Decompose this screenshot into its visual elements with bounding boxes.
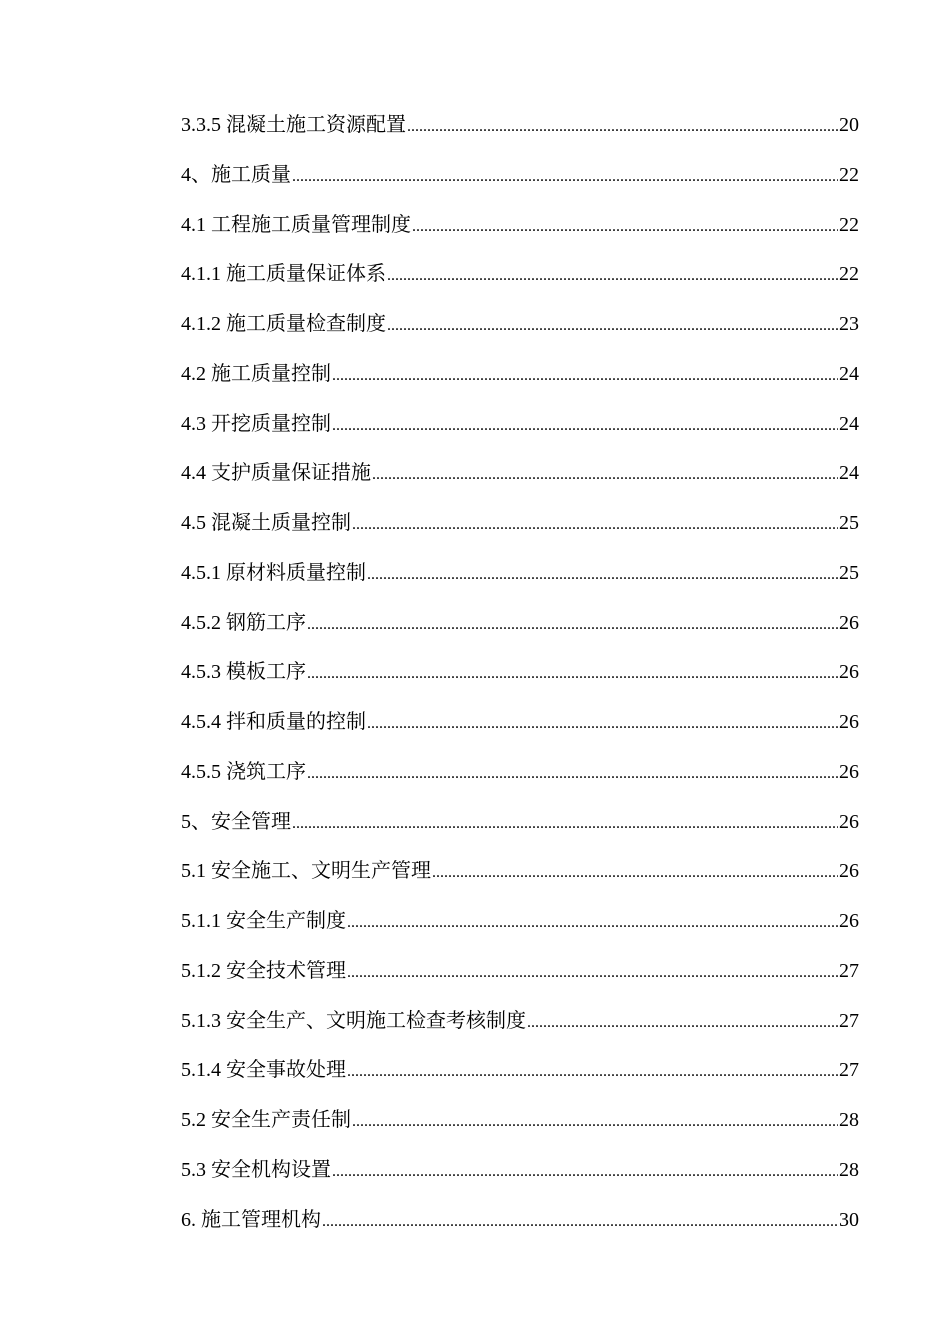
toc-dot-leader: [352, 509, 838, 541]
toc-entry-page-number: 22: [839, 213, 859, 236]
toc-entry-page-number: 28: [839, 1109, 859, 1131]
toc-entry-page-number: 26: [839, 760, 859, 783]
table-of-contents: [181, 109, 859, 1253]
toc-entry-title: 5.1.1 安全生产制度: [181, 910, 346, 932]
toc-entry-page-number: 23: [839, 313, 859, 335]
toc-entry-page-number: 22: [839, 263, 859, 286]
toc-entry-title: 4.1.1 施工质量保证体系: [181, 263, 386, 286]
toc-dot-leader: [347, 1056, 838, 1088]
toc-entry[interactable]: [181, 457, 859, 507]
toc-dot-leader: [367, 559, 838, 591]
toc-entry-page-number: 26: [839, 810, 859, 833]
toc-dot-leader: [347, 907, 838, 939]
toc-entry-page-number: 27: [839, 1059, 859, 1082]
toc-entry[interactable]: [181, 706, 859, 756]
toc-dot-leader: [307, 658, 838, 690]
toc-entry-page-number: 26: [839, 611, 859, 634]
toc-entry-title: 6. 施工管理机构: [181, 1208, 321, 1231]
toc-entry[interactable]: [181, 955, 859, 1005]
toc-dot-leader: [292, 808, 838, 840]
toc-entry[interactable]: [181, 209, 859, 259]
toc-entry[interactable]: [181, 1204, 859, 1254]
toc-dot-leader: [372, 459, 838, 491]
toc-entry-title: 5.2 安全生产责任制: [181, 1109, 351, 1131]
toc-entry-title: 5.1 安全施工、文明生产管理: [181, 860, 431, 883]
toc-entry-title: 4.1 工程施工质量管理制度: [181, 213, 411, 236]
toc-entry-page-number: 25: [839, 512, 859, 534]
toc-entry-page-number: 27: [839, 1009, 859, 1032]
toc-dot-leader: [332, 1156, 838, 1188]
toc-entry[interactable]: [181, 806, 859, 856]
toc-entry-page-number: 20: [839, 114, 859, 136]
toc-entry-page-number: 24: [839, 462, 859, 485]
toc-dot-leader: [322, 1206, 838, 1238]
toc-dot-leader: [347, 957, 838, 989]
toc-entry[interactable]: [181, 507, 859, 557]
toc-entry-page-number: 30: [839, 1208, 859, 1231]
toc-entry-title: 5.1.3 安全生产、文明施工检查考核制度: [181, 1009, 526, 1032]
toc-dot-leader: [367, 708, 838, 740]
toc-entry-title: 5.1.4 安全事故处理: [181, 1059, 346, 1082]
toc-entry[interactable]: [181, 905, 859, 955]
toc-dot-leader: [432, 857, 838, 889]
toc-dot-leader: [387, 260, 838, 292]
toc-entry-title: 4.1.2 施工质量检查制度: [181, 313, 386, 335]
toc-entry-title: 4.5.2 钢筋工序: [181, 611, 306, 634]
toc-entry-page-number: 26: [839, 661, 859, 684]
toc-dot-leader: [527, 1007, 838, 1039]
toc-entry-title: 5、安全管理: [181, 810, 291, 833]
toc-entry-title: 4.3 开挖质量控制: [181, 412, 331, 435]
toc-entry-page-number: 26: [839, 711, 859, 733]
toc-entry-page-number: 26: [839, 860, 859, 883]
toc-entry-title: 4.5.3 模板工序: [181, 661, 306, 684]
toc-entry-title: 3.3.5 混凝土施工资源配置: [181, 114, 406, 136]
toc-entry[interactable]: [181, 756, 859, 806]
toc-entry-title: 4.4 支护质量保证措施: [181, 462, 371, 485]
toc-entry-title: 4、施工质量: [181, 163, 291, 186]
toc-entry-page-number: 28: [839, 1158, 859, 1181]
toc-entry-title: 4.5.4 拌和质量的控制: [181, 711, 366, 733]
toc-entry-title: 5.1.2 安全技术管理: [181, 959, 346, 982]
toc-entry-page-number: 26: [839, 910, 859, 932]
toc-dot-leader: [387, 310, 838, 342]
toc-entry[interactable]: [181, 656, 859, 706]
toc-entry-title: 4.5.5 浇筑工序: [181, 760, 306, 783]
toc-dot-leader: [307, 609, 838, 641]
toc-entry[interactable]: [181, 159, 859, 209]
toc-entry-page-number: 25: [839, 561, 859, 584]
toc-dot-leader: [292, 161, 838, 193]
toc-entry[interactable]: [181, 1154, 859, 1204]
toc-dot-leader: [307, 758, 838, 790]
toc-entry-page-number: 24: [839, 412, 859, 435]
toc-entry-page-number: 27: [839, 959, 859, 982]
toc-entry[interactable]: [181, 855, 859, 905]
toc-entry[interactable]: [181, 1005, 859, 1055]
toc-dot-leader: [407, 111, 838, 143]
toc-dot-leader: [332, 360, 838, 392]
toc-entry-title: 4.5 混凝土质量控制: [181, 512, 351, 534]
toc-entry-title: 5.3 安全机构设置: [181, 1158, 331, 1181]
toc-entry[interactable]: [181, 557, 859, 607]
toc-entry[interactable]: [181, 109, 859, 159]
toc-entry[interactable]: [181, 607, 859, 657]
toc-entry[interactable]: [181, 1104, 859, 1154]
toc-dot-leader: [412, 211, 838, 243]
toc-entry[interactable]: [181, 308, 859, 358]
toc-entry-title: 4.2 施工质量控制: [181, 362, 331, 385]
toc-dot-leader: [352, 1106, 838, 1138]
toc-entry[interactable]: [181, 258, 859, 308]
toc-entry-page-number: 22: [839, 163, 859, 186]
toc-entry-title: 4.5.1 原材料质量控制: [181, 561, 366, 584]
toc-entry[interactable]: [181, 1054, 859, 1104]
toc-entry[interactable]: [181, 408, 859, 458]
toc-entry[interactable]: [181, 358, 859, 408]
toc-entry-page-number: 24: [839, 362, 859, 385]
toc-dot-leader: [332, 410, 838, 442]
